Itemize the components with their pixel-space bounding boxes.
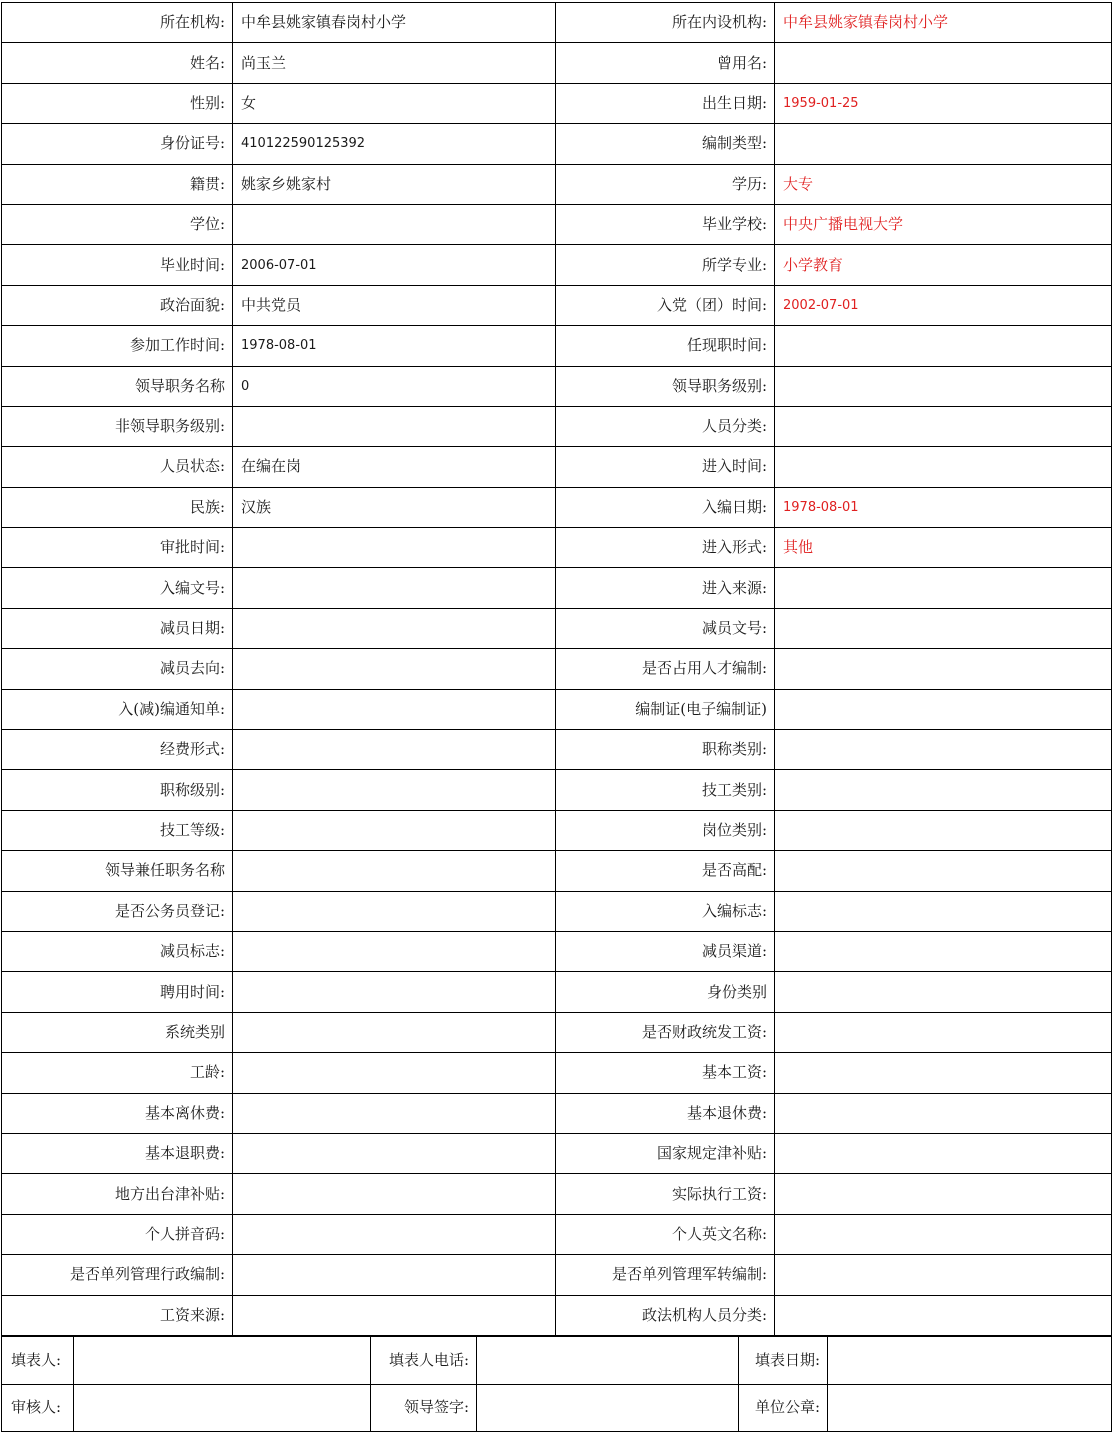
form-row	[2, 649, 1112, 689]
field-label: 学位:	[2, 204, 233, 244]
field-label: 入党（团）时间:	[556, 285, 775, 325]
field-value	[233, 608, 556, 648]
signoff-field[interactable]	[74, 1337, 371, 1385]
field-value	[775, 931, 1112, 971]
signoff-label: 填表人电话:	[371, 1337, 477, 1385]
field-value	[233, 1133, 556, 1173]
field-value: 尚玉兰	[233, 43, 556, 83]
form-row	[2, 1133, 1112, 1173]
field-value	[233, 1174, 556, 1214]
field-value: 410122590125392	[233, 124, 556, 164]
field-value	[233, 770, 556, 810]
field-value: 2006-07-01	[233, 245, 556, 285]
field-value	[233, 1093, 556, 1133]
field-label: 入编日期:	[556, 487, 775, 527]
field-value	[775, 608, 1112, 648]
field-value: 小学教育	[775, 245, 1112, 285]
field-value	[775, 326, 1112, 366]
field-value	[775, 730, 1112, 770]
field-value: 中央广播电视大学	[775, 204, 1112, 244]
field-value	[775, 1053, 1112, 1093]
form-row	[2, 447, 1112, 487]
field-label: 减员去向:	[2, 649, 233, 689]
field-label: 是否占用人才编制:	[556, 649, 775, 689]
form-row	[2, 487, 1112, 527]
signoff-label: 填表人:	[2, 1337, 74, 1385]
field-value: 中牟县姚家镇春岗村小学	[233, 3, 556, 43]
field-label: 减员标志:	[2, 931, 233, 971]
form-row	[2, 43, 1112, 83]
field-label: 减员文号:	[556, 608, 775, 648]
form-row	[2, 326, 1112, 366]
field-value	[233, 1214, 556, 1254]
form-row	[2, 3, 1112, 43]
field-value	[233, 1295, 556, 1335]
field-label: 是否高配:	[556, 851, 775, 891]
signoff-field[interactable]	[828, 1337, 1112, 1385]
field-value	[775, 43, 1112, 83]
form-row	[2, 1012, 1112, 1052]
field-value	[775, 1093, 1112, 1133]
field-label: 毕业学校:	[556, 204, 775, 244]
field-label: 工龄:	[2, 1053, 233, 1093]
field-value	[233, 689, 556, 729]
field-value: 在编在岗	[233, 447, 556, 487]
form-row	[2, 204, 1112, 244]
field-label: 国家规定津补贴:	[556, 1133, 775, 1173]
signoff-field[interactable]	[74, 1384, 371, 1432]
field-value	[775, 810, 1112, 850]
field-label: 毕业时间:	[2, 245, 233, 285]
field-value	[775, 568, 1112, 608]
field-label: 经费形式:	[2, 730, 233, 770]
field-label: 是否财政统发工资:	[556, 1012, 775, 1052]
field-label: 籍贯:	[2, 164, 233, 204]
field-value	[233, 851, 556, 891]
field-value	[775, 1295, 1112, 1335]
field-value: 大专	[775, 164, 1112, 204]
signoff-table	[1, 1336, 1112, 1432]
signoff-field[interactable]	[477, 1337, 739, 1385]
field-value: 1959-01-25	[775, 83, 1112, 123]
form-row	[2, 406, 1112, 446]
field-label: 出生日期:	[556, 83, 775, 123]
field-value: 其他	[775, 528, 1112, 568]
field-value	[233, 972, 556, 1012]
field-value	[233, 1053, 556, 1093]
field-value	[775, 447, 1112, 487]
form-row	[2, 1255, 1112, 1295]
form-row	[2, 608, 1112, 648]
field-label: 身份类别	[556, 972, 775, 1012]
field-value	[775, 689, 1112, 729]
form-row	[2, 124, 1112, 164]
signoff-field[interactable]	[828, 1384, 1112, 1432]
field-label: 进入形式:	[556, 528, 775, 568]
field-label: 审批时间:	[2, 528, 233, 568]
field-label: 姓名:	[2, 43, 233, 83]
field-value	[775, 851, 1112, 891]
field-label: 进入来源:	[556, 568, 775, 608]
form-row	[2, 1174, 1112, 1214]
field-value	[233, 649, 556, 689]
field-value: 1978-08-01	[233, 326, 556, 366]
field-label: 编制类型:	[556, 124, 775, 164]
field-label: 进入时间:	[556, 447, 775, 487]
field-label: 学历:	[556, 164, 775, 204]
form-row	[2, 891, 1112, 931]
field-label: 入(减)编通知单:	[2, 689, 233, 729]
field-label: 身份证号:	[2, 124, 233, 164]
form-row	[2, 366, 1112, 406]
field-value: 2002-07-01	[775, 285, 1112, 325]
field-label: 政治面貌:	[2, 285, 233, 325]
form-row	[2, 1295, 1112, 1335]
form-row	[2, 810, 1112, 850]
field-label: 曾用名:	[556, 43, 775, 83]
field-label: 减员日期:	[2, 608, 233, 648]
field-label: 基本退职费:	[2, 1133, 233, 1173]
field-label: 是否单列管理行政编制:	[2, 1255, 233, 1295]
field-label: 基本退休费:	[556, 1093, 775, 1133]
form-row	[2, 1053, 1112, 1093]
field-label: 个人拼音码:	[2, 1214, 233, 1254]
form-row	[2, 1093, 1112, 1133]
field-value	[775, 649, 1112, 689]
field-value: 中共党员	[233, 285, 556, 325]
field-value	[775, 366, 1112, 406]
field-label: 地方出台津补贴:	[2, 1174, 233, 1214]
field-label: 所在内设机构:	[556, 3, 775, 43]
form-row	[2, 285, 1112, 325]
field-value	[775, 972, 1112, 1012]
field-value	[775, 891, 1112, 931]
field-label: 编制证(电子编制证)	[556, 689, 775, 729]
field-label: 是否公务员登记:	[2, 891, 233, 931]
field-label: 政法机构人员分类:	[556, 1295, 775, 1335]
field-value	[233, 931, 556, 971]
field-label: 系统类别	[2, 1012, 233, 1052]
field-label: 所学专业:	[556, 245, 775, 285]
form-row	[2, 972, 1112, 1012]
field-label: 岗位类别:	[556, 810, 775, 850]
field-label: 人员分类:	[556, 406, 775, 446]
field-label: 技工类别:	[556, 770, 775, 810]
field-label: 工资来源:	[2, 1295, 233, 1335]
field-label: 民族:	[2, 487, 233, 527]
form-row	[2, 689, 1112, 729]
signoff-label: 单位公章:	[739, 1384, 828, 1432]
form-row	[2, 245, 1112, 285]
field-value	[233, 1012, 556, 1052]
personnel-info-table	[1, 2, 1112, 1336]
field-value: 中牟县姚家镇春岗村小学	[775, 3, 1112, 43]
form-row	[2, 770, 1112, 810]
form-row	[2, 851, 1112, 891]
field-value	[775, 1174, 1112, 1214]
signoff-field[interactable]	[477, 1384, 739, 1432]
field-value	[775, 1012, 1112, 1052]
field-label: 人员状态:	[2, 447, 233, 487]
form-row	[2, 164, 1112, 204]
field-value	[233, 891, 556, 931]
field-value	[233, 810, 556, 850]
field-value: 汉族	[233, 487, 556, 527]
field-value	[775, 1214, 1112, 1254]
field-value	[775, 1133, 1112, 1173]
signoff-row	[2, 1337, 1112, 1385]
field-value	[233, 528, 556, 568]
field-value	[233, 1255, 556, 1295]
field-label: 领导兼任职务名称	[2, 851, 233, 891]
field-label: 所在机构:	[2, 3, 233, 43]
field-value	[233, 406, 556, 446]
signoff-label: 领导签字:	[371, 1384, 477, 1432]
field-value	[775, 406, 1112, 446]
field-label: 个人英文名称:	[556, 1214, 775, 1254]
field-label: 参加工作时间:	[2, 326, 233, 366]
field-label: 领导职务级别:	[556, 366, 775, 406]
field-label: 入编文号:	[2, 568, 233, 608]
field-label: 技工等级:	[2, 810, 233, 850]
field-label: 职称级别:	[2, 770, 233, 810]
field-value: 姚家乡姚家村	[233, 164, 556, 204]
form-row	[2, 931, 1112, 971]
field-label: 性别:	[2, 83, 233, 123]
field-label: 基本工资:	[556, 1053, 775, 1093]
field-label: 基本离休费:	[2, 1093, 233, 1133]
field-value	[233, 730, 556, 770]
field-value: 1978-08-01	[775, 487, 1112, 527]
field-label: 是否单列管理军转编制:	[556, 1255, 775, 1295]
field-label: 聘用时间:	[2, 972, 233, 1012]
signoff-label: 审核人:	[2, 1384, 74, 1432]
field-value	[775, 770, 1112, 810]
field-label: 领导职务名称	[2, 366, 233, 406]
field-value	[233, 204, 556, 244]
field-label: 减员渠道:	[556, 931, 775, 971]
field-value: 女	[233, 83, 556, 123]
signoff-row	[2, 1384, 1112, 1432]
field-value	[233, 568, 556, 608]
field-label: 入编标志:	[556, 891, 775, 931]
field-value	[775, 1255, 1112, 1295]
form-row	[2, 1214, 1112, 1254]
field-label: 实际执行工资:	[556, 1174, 775, 1214]
field-label: 非领导职务级别:	[2, 406, 233, 446]
form-row	[2, 730, 1112, 770]
form-row	[2, 568, 1112, 608]
form-row	[2, 83, 1112, 123]
field-value	[775, 124, 1112, 164]
signoff-label: 填表日期:	[739, 1337, 828, 1385]
field-value: 0	[233, 366, 556, 406]
field-label: 任现职时间:	[556, 326, 775, 366]
field-label: 职称类别:	[556, 730, 775, 770]
form-row	[2, 528, 1112, 568]
